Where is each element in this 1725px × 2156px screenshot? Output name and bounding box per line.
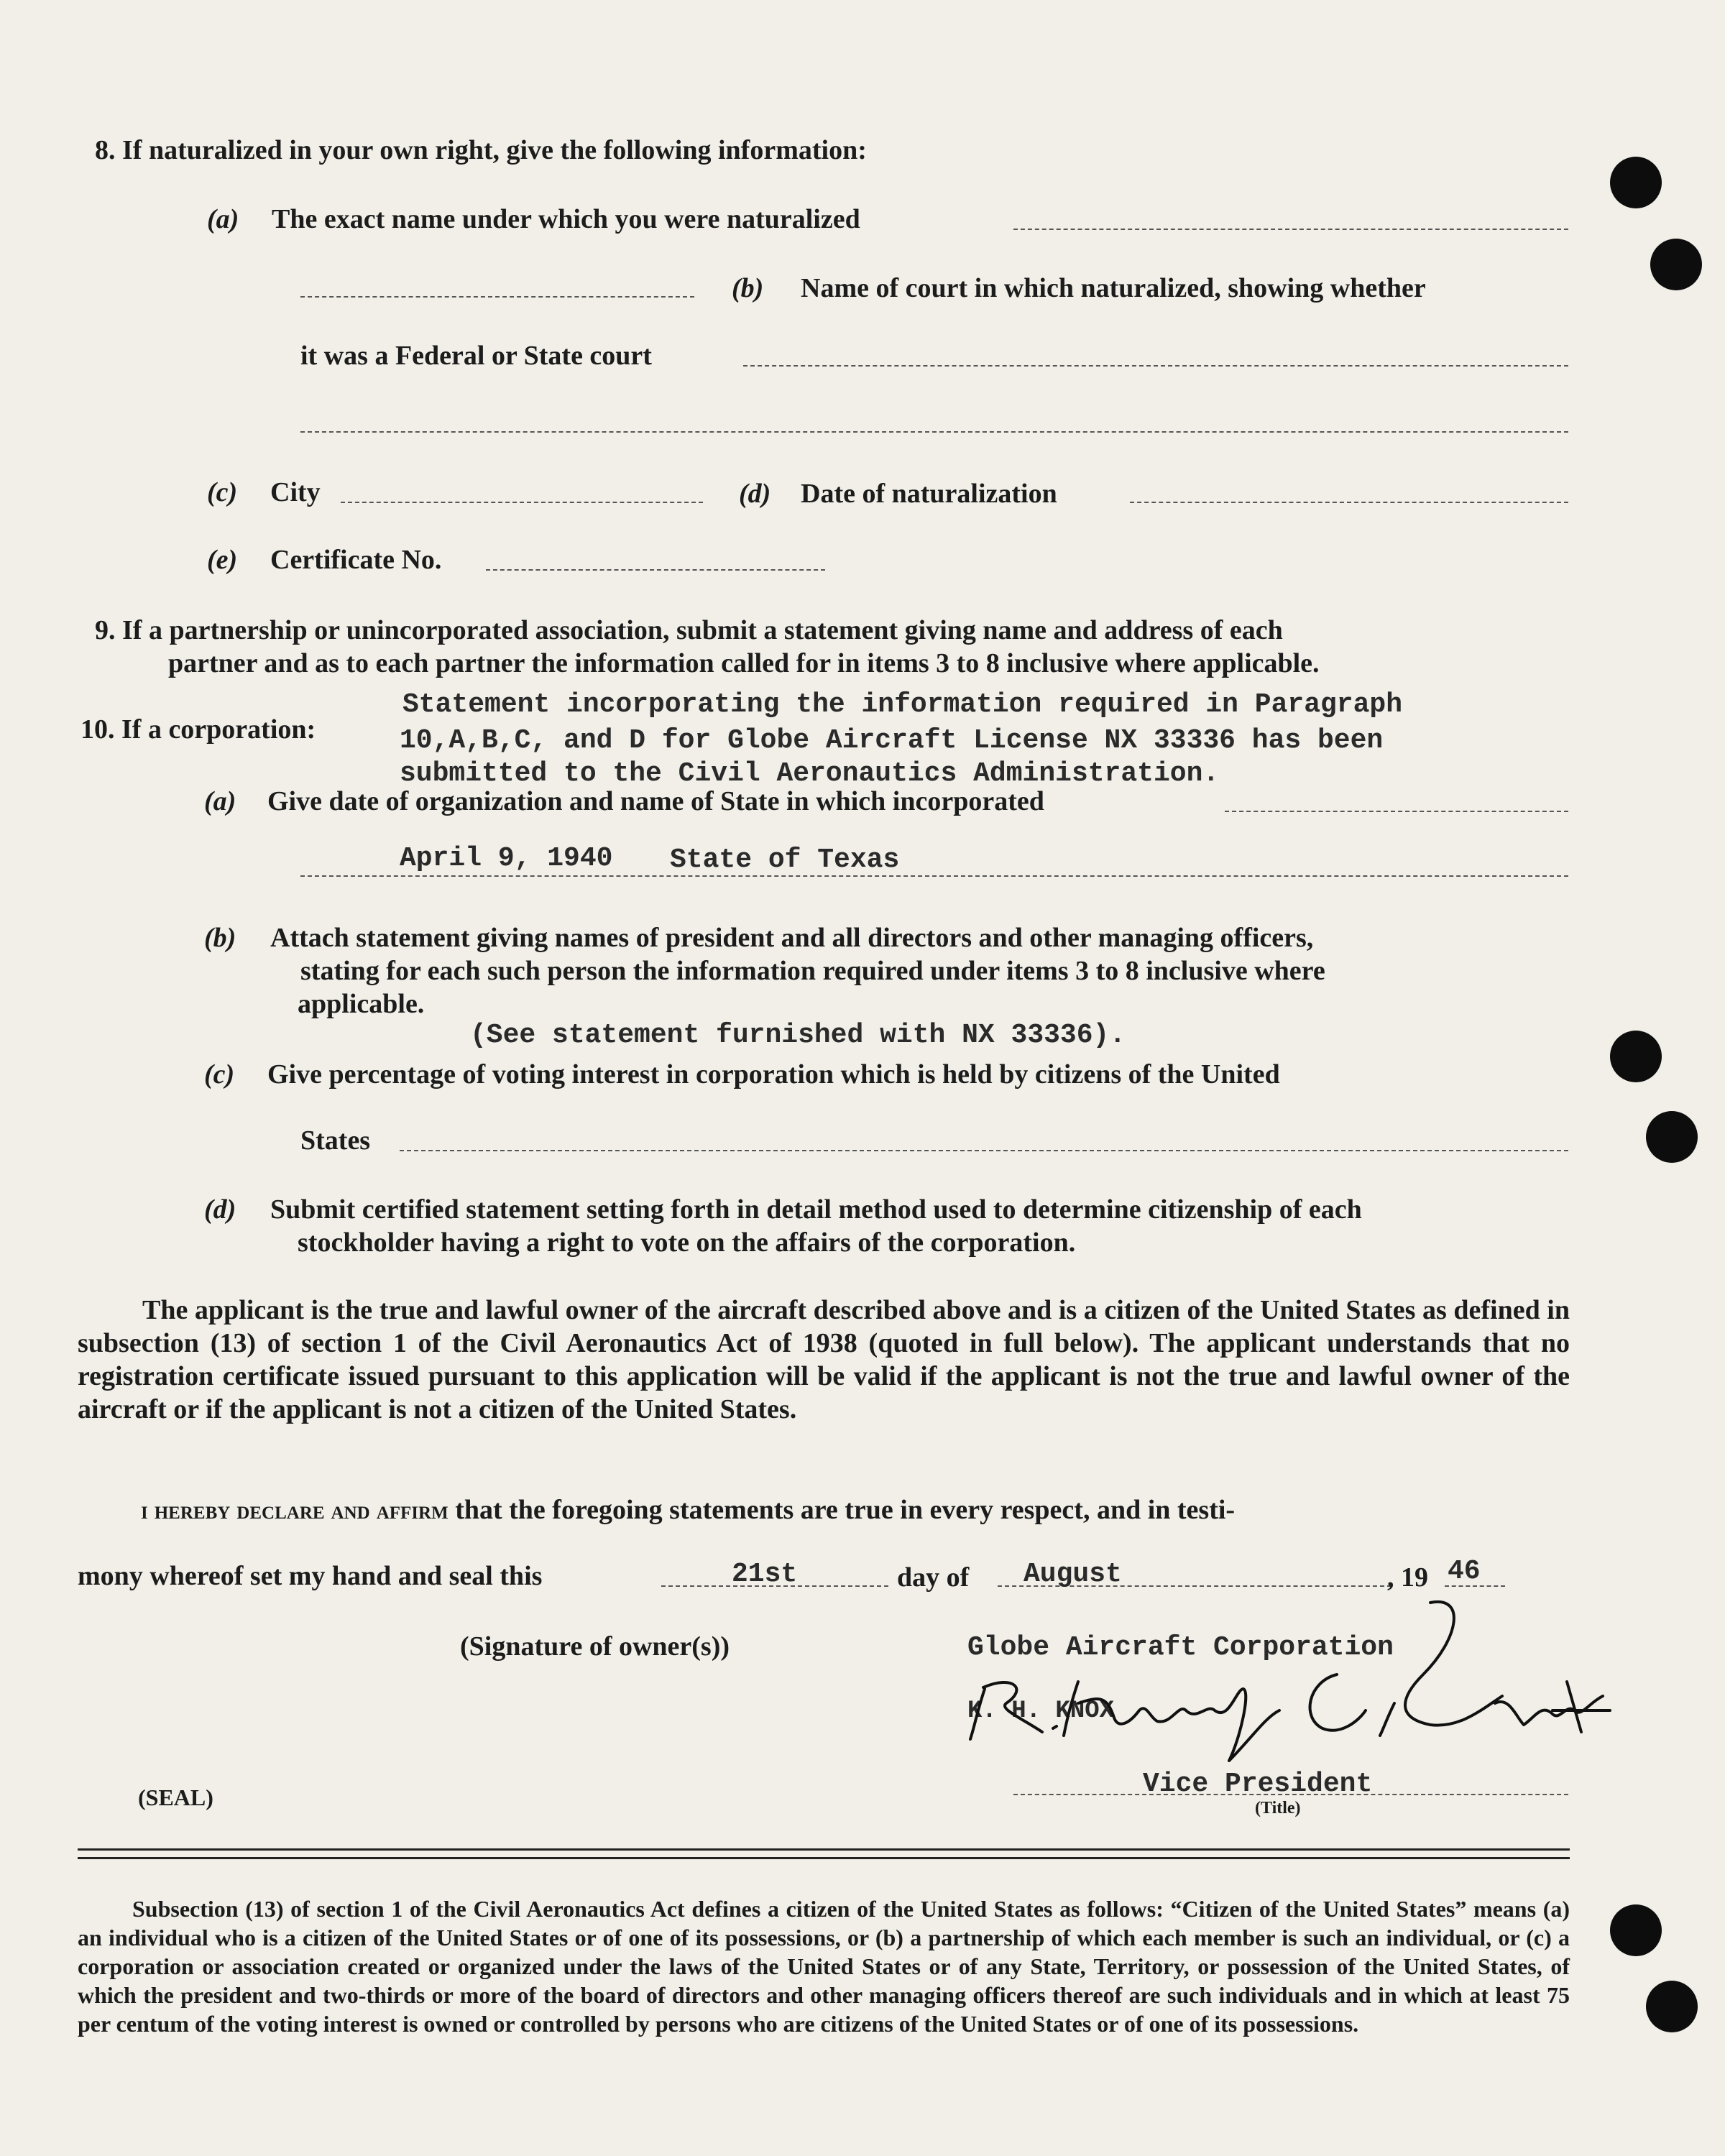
day-of-label: day of — [897, 1562, 970, 1593]
title-field[interactable] — [1013, 1794, 1568, 1795]
item10-d-line1: Submit certified statement setting forth in detail method used to determine citizenship of each — [270, 1194, 1362, 1225]
certificate-number-field[interactable] — [486, 569, 825, 571]
item9-line1: 9. If a partnership or unincorporated association, submit a statement giving name and address of each — [95, 615, 1283, 645]
item10-c-cont: States — [300, 1125, 371, 1156]
declaration-line2-pre: mony whereof set my hand and seal this — [78, 1561, 543, 1591]
item8-e-label: (e) — [207, 545, 238, 575]
item8-b-label: (b) — [732, 273, 764, 303]
item8-e-text: Certificate No. — [270, 545, 442, 575]
organization-field[interactable] — [1225, 811, 1568, 812]
court-field-cont[interactable] — [300, 431, 1568, 433]
item8-heading: 8. If naturalized in your own right, give the following information: — [95, 135, 867, 165]
year-field[interactable] — [1445, 1585, 1505, 1587]
month-value: August — [1024, 1559, 1122, 1590]
item10-d-line2: stockholder having a right to vote on the affairs of the corporation. — [298, 1227, 1076, 1258]
organization-field-cont[interactable] — [300, 875, 1568, 877]
item10-c-label: (c) — [204, 1059, 235, 1089]
item8-a-text: The exact name under which you were naturalized — [272, 204, 860, 234]
item10-a-text: Give date of organization and name of State in which incorporated — [267, 786, 1044, 816]
item8-b-cont: it was a Federal or State court — [300, 341, 652, 371]
item8-a-label: (a) — [207, 204, 239, 234]
punch-hole — [1646, 1981, 1698, 2032]
declaration-lead: i hereby declare and affirm — [141, 1496, 448, 1524]
item8-d-text: Date of naturalization — [801, 479, 1057, 509]
declaration-line1 — [141, 1493, 1235, 1526]
item10-b-line1: Attach statement giving names of president and all directors and other managing officers, — [270, 923, 1314, 953]
typed-statement-line1: Statement incorporating the information required in Paragraph — [402, 689, 1403, 720]
day-value: 21st — [732, 1559, 798, 1590]
organization-date-value: April 9, 1940 — [400, 843, 613, 874]
naturalized-name-field-cont[interactable] — [300, 296, 694, 298]
organization-state-value: State of Texas — [670, 844, 900, 875]
punch-hole — [1610, 157, 1662, 208]
item10-b-line3: applicable. — [298, 989, 425, 1019]
punch-hole — [1646, 1111, 1698, 1163]
item10-label: 10. If a corporation: — [80, 714, 316, 745]
footnote-text: Subsection (13) of section 1 of the Civil Aeronautics Act defines a citizen of the United States as follows: “Citizen of the United States” means (a) an individual who is a citizen of the United States or of one of its possessions, or (b) a partnership of which each member is such an individual, or (c) a corporation or association created or organized under the laws of the United States or of any State, Territory, or possession of the United States, of which the president and two-thirds or more of the board of directors and other managing officers thereof are such individuals and in which at least 75 per centum of the voting interest is owned or controlled by persons who are citizens of the United States or of one of its possessions. — [78, 1896, 1570, 2037]
year-value: 46 — [1448, 1556, 1481, 1587]
punch-hole — [1650, 239, 1702, 290]
divider-rule-top — [78, 1848, 1570, 1851]
divider-rule-bottom — [78, 1857, 1570, 1859]
item10-b-label: (b) — [204, 923, 236, 953]
handwritten-signature-icon — [934, 1595, 1624, 1768]
voting-interest-field[interactable] — [400, 1150, 1568, 1151]
item9-line2: partner and as to each partner the information called for in items 3 to 8 inclusive where applicable. — [168, 648, 1320, 678]
punch-hole — [1610, 1904, 1662, 1956]
declaration-rest: that the foregoing statements are true in every respect, and in testi- — [455, 1495, 1236, 1525]
seal-label: (SEAL) — [138, 1784, 213, 1810]
signature-label: (Signature of owner(s)) — [460, 1631, 730, 1662]
typed-statement-line2: 10,A,B,C, and D for Globe Aircraft License NX 33336 has been — [400, 725, 1384, 756]
owner-typed-name: Globe Aircraft Corporation — [967, 1632, 1394, 1663]
item10-d-label: (d) — [204, 1194, 236, 1225]
title-value: Vice President — [1143, 1769, 1373, 1800]
year-prefix: , 19 — [1387, 1562, 1428, 1593]
title-label: (Title) — [1255, 1799, 1301, 1818]
typed-statement-line3: submitted to the Civil Aeronautics Administration. — [400, 758, 1220, 789]
item8-d-label: (d) — [739, 479, 771, 509]
court-field[interactable] — [743, 365, 1568, 367]
item8-b-text: Name of court in which naturalized, showing whether — [801, 273, 1426, 303]
item10-c-text: Give percentage of voting interest in corporation which is held by citizens of the United — [267, 1059, 1280, 1089]
ownership-paragraph: The applicant is the true and lawful owner of the aircraft described above and is a citizen of the United States as defined in subsection (13) of section 1 of the Civil Aeronautics Act of 1938 (quoted in full below). The applicant understands that no registration certificate issued pursuant to this application will be valid if the applicant is not the true and lawful owner of the aircraft or if the applicant is not a citizen of the United States. — [78, 1295, 1570, 1424]
city-field[interactable] — [341, 502, 703, 503]
item10-a-label: (a) — [204, 786, 236, 816]
item8-c-text: City — [270, 477, 321, 507]
punch-hole — [1610, 1031, 1662, 1082]
item10-b-typed: (See statement furnished with NX 33336). — [470, 1020, 1126, 1051]
signer-typed-name: K. H. KNOX — [967, 1697, 1115, 1725]
item10-b-line2: stating for each such person the information required under items 3 to 8 inclusive where — [300, 956, 1325, 986]
naturalization-date-field[interactable] — [1130, 502, 1568, 503]
naturalized-name-field[interactable] — [1013, 229, 1568, 230]
item8-c-label: (c) — [207, 477, 238, 507]
